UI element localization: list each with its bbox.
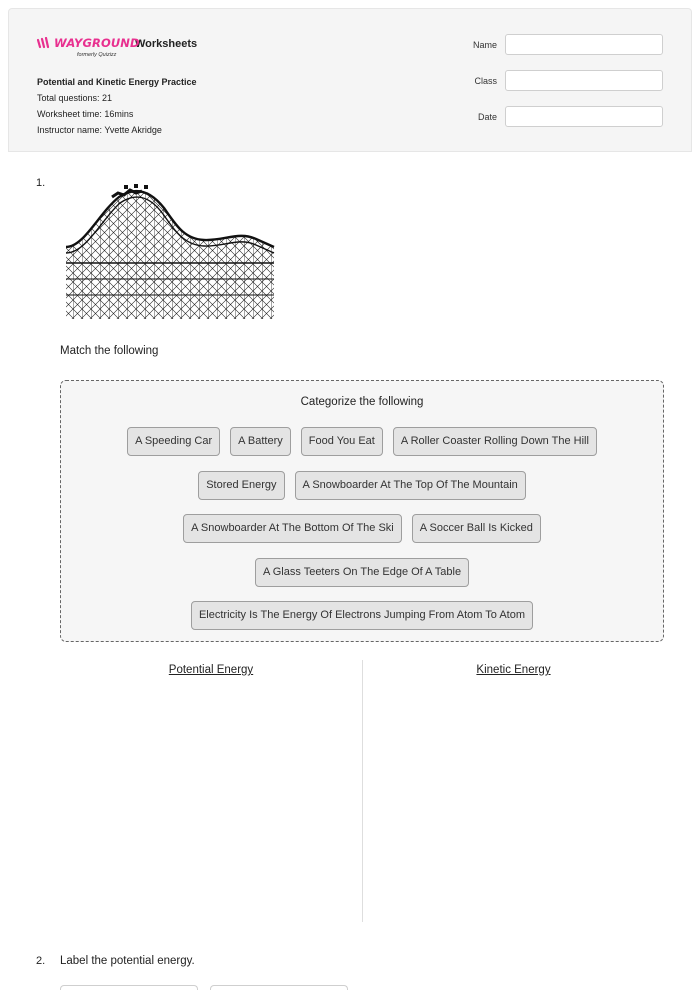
class-label: Class — [474, 75, 497, 86]
answer-chip[interactable]: A Speeding Car — [127, 427, 220, 456]
date-field-row — [478, 106, 663, 127]
answer-chip[interactable]: A Glass Teeters On The Edge Of A Table — [255, 558, 469, 587]
answer-chip[interactable]: A Battery — [230, 427, 291, 456]
date-input[interactable] — [505, 106, 663, 127]
chip-row — [61, 514, 663, 543]
instructor-name: Instructor name: Yvette Akridge — [37, 125, 162, 135]
wayground-logo — [37, 35, 140, 63]
class-input[interactable] — [505, 70, 663, 91]
worksheet-time: Worksheet time: 16mins — [37, 109, 134, 119]
brand-title: Worksheets — [135, 38, 198, 50]
answer-chip[interactable]: A Snowboarder At The Top Of The Mountain — [295, 471, 526, 500]
answer-chip[interactable]: A Soccer Ball Is Kicked — [412, 514, 541, 543]
question-prompt: Label the potential energy. — [60, 955, 195, 967]
name-field-row — [473, 34, 663, 55]
chip-row — [61, 601, 663, 630]
category-kinetic-drop-zone[interactable] — [362, 660, 664, 922]
chip-row — [61, 471, 663, 500]
question-prompt: Match the following — [60, 345, 159, 357]
answer-chip[interactable]: Food You Eat — [301, 427, 383, 456]
worksheet-title: Potential and Kinetic Energy Practice — [37, 77, 197, 87]
category-label: Potential Energy — [168, 664, 254, 676]
answer-chip[interactable]: Electricity Is The Energy Of Electrons Jumping From Atom To Atom — [191, 601, 533, 630]
category-potential-drop-zone[interactable] — [60, 660, 362, 922]
chip-row — [61, 558, 663, 587]
answer-chip[interactable]: Stored Energy — [198, 471, 284, 500]
answer-chip[interactable]: A Snowboarder At The Bottom Of The Ski — [183, 514, 402, 543]
wave-logo-icon — [37, 37, 53, 49]
date-label: Date — [477, 111, 497, 122]
bank-title: Categorize the following — [300, 396, 424, 408]
class-field-row — [474, 70, 663, 91]
name-input[interactable] — [505, 34, 663, 55]
chip-row — [61, 427, 663, 456]
worksheet-header — [8, 8, 692, 152]
label-box[interactable] — [210, 985, 348, 990]
brand — [37, 35, 197, 63]
worksheet-meta — [37, 74, 197, 138]
logo-wordmark: WAYGROUND — [54, 36, 140, 50]
logo-subtitle: formerly Quizizz — [77, 52, 117, 58]
question-number: 1. — [36, 177, 46, 189]
answer-bank — [60, 380, 664, 642]
roller-coaster-image — [64, 183, 276, 321]
name-label: Name — [472, 39, 497, 50]
total-questions: Total questions: 21 — [37, 93, 113, 103]
category-columns — [60, 660, 664, 922]
category-label: Kinetic Energy — [476, 664, 551, 676]
label-box[interactable] — [60, 985, 198, 990]
question-number: 2. — [36, 955, 46, 967]
answer-chip[interactable]: A Roller Coaster Rolling Down The Hill — [393, 427, 597, 456]
